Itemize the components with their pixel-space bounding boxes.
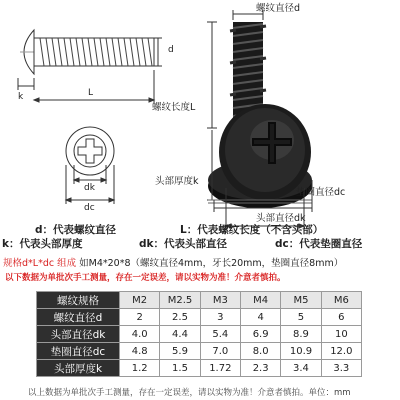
top-view-dk-label: dk — [84, 183, 95, 193]
photo-dk-label: 头部直径dk — [256, 213, 306, 224]
table-cell: 4.8 — [120, 343, 160, 360]
notice-bottom: 以上数据为单批次手工测量，存在一定误差，请以实物为准！介意者慎拍。单位：mm — [28, 388, 351, 398]
legend-dc: dc：代表垫圈直径 — [275, 238, 363, 250]
table-cell: 4.4 — [160, 326, 200, 343]
table-cell: 4.0 — [120, 326, 160, 343]
photo-k-label: 头部厚度k — [155, 176, 199, 187]
side-view-d-label: d — [168, 45, 174, 55]
legend-dk: dk：代表头部直径 — [139, 238, 227, 250]
legend-d: d：代表螺纹直径 — [35, 224, 117, 236]
table-cell: 5.9 — [160, 343, 200, 360]
table-cell: 1.72 — [200, 360, 240, 377]
table-cell: M5 — [281, 292, 321, 309]
row-label: 螺纹规格 — [37, 292, 120, 309]
table-row — [37, 343, 362, 360]
row-label: 头部直径dk — [37, 326, 120, 343]
table-cell: M2 — [120, 292, 160, 309]
table-cell: 4 — [240, 309, 280, 326]
table-row — [37, 360, 362, 377]
side-view-L-label: L — [88, 88, 94, 98]
spec-example — [3, 255, 343, 269]
table-cell: 3.4 — [281, 360, 321, 377]
legend-L: L：代表螺纹长度（不含头部） — [180, 224, 324, 236]
table-cell: 2.3 — [240, 360, 280, 377]
table-cell: M6 — [321, 292, 361, 309]
screw-photo — [208, 22, 312, 208]
table-cell: 10 — [321, 326, 361, 343]
table-cell: 7.0 — [200, 343, 240, 360]
spec-example-detail: 如M4*20*8（螺纹直径4mm，牙长20mm，垫圈直径8mm） — [79, 258, 344, 269]
table-cell: 5 — [281, 309, 321, 326]
table-cell: 10.9 — [281, 343, 321, 360]
table-cell: 3 — [200, 309, 240, 326]
table-cell: M3 — [200, 292, 240, 309]
table-row — [37, 309, 362, 326]
table-cell: 12.0 — [321, 343, 361, 360]
legend-k: k：代表头部厚度 — [2, 238, 83, 250]
spec-example-prefix: 规格d*L*dc 组成 — [3, 258, 77, 269]
table-cell: 8.9 — [281, 326, 321, 343]
top-view-dc-label: dc — [84, 203, 95, 213]
table-cell: 8.0 — [240, 343, 280, 360]
side-view-k-label: k — [18, 92, 24, 102]
row-label: 螺纹直径d — [37, 309, 120, 326]
table-cell: 3.3 — [321, 360, 361, 377]
notice-top: 以下数据为单批次手工测量，存在一定误差，请以实物为准！介意者慎拍。 — [5, 273, 286, 283]
table-cell: 2.5 — [160, 309, 200, 326]
table-cell: 6.9 — [240, 326, 280, 343]
table-cell: 1.2 — [120, 360, 160, 377]
photo-L-label: 螺纹长度L — [152, 102, 196, 113]
table-cell: 1.5 — [160, 360, 200, 377]
spec-table — [36, 291, 362, 377]
photo-dc-label: 垫圈直径dc — [296, 187, 346, 198]
table-cell: M4 — [240, 292, 280, 309]
row-label: 垫圈直径dc — [37, 343, 120, 360]
table-cell: 6 — [321, 309, 361, 326]
row-label: 头部厚度k — [37, 360, 120, 377]
photo-d-label: 螺纹直径d — [256, 3, 301, 14]
table-cell: M2.5 — [160, 292, 200, 309]
table-cell: 5.4 — [200, 326, 240, 343]
table-cell: 2 — [120, 309, 160, 326]
table-row — [37, 292, 362, 309]
table-row — [37, 326, 362, 343]
